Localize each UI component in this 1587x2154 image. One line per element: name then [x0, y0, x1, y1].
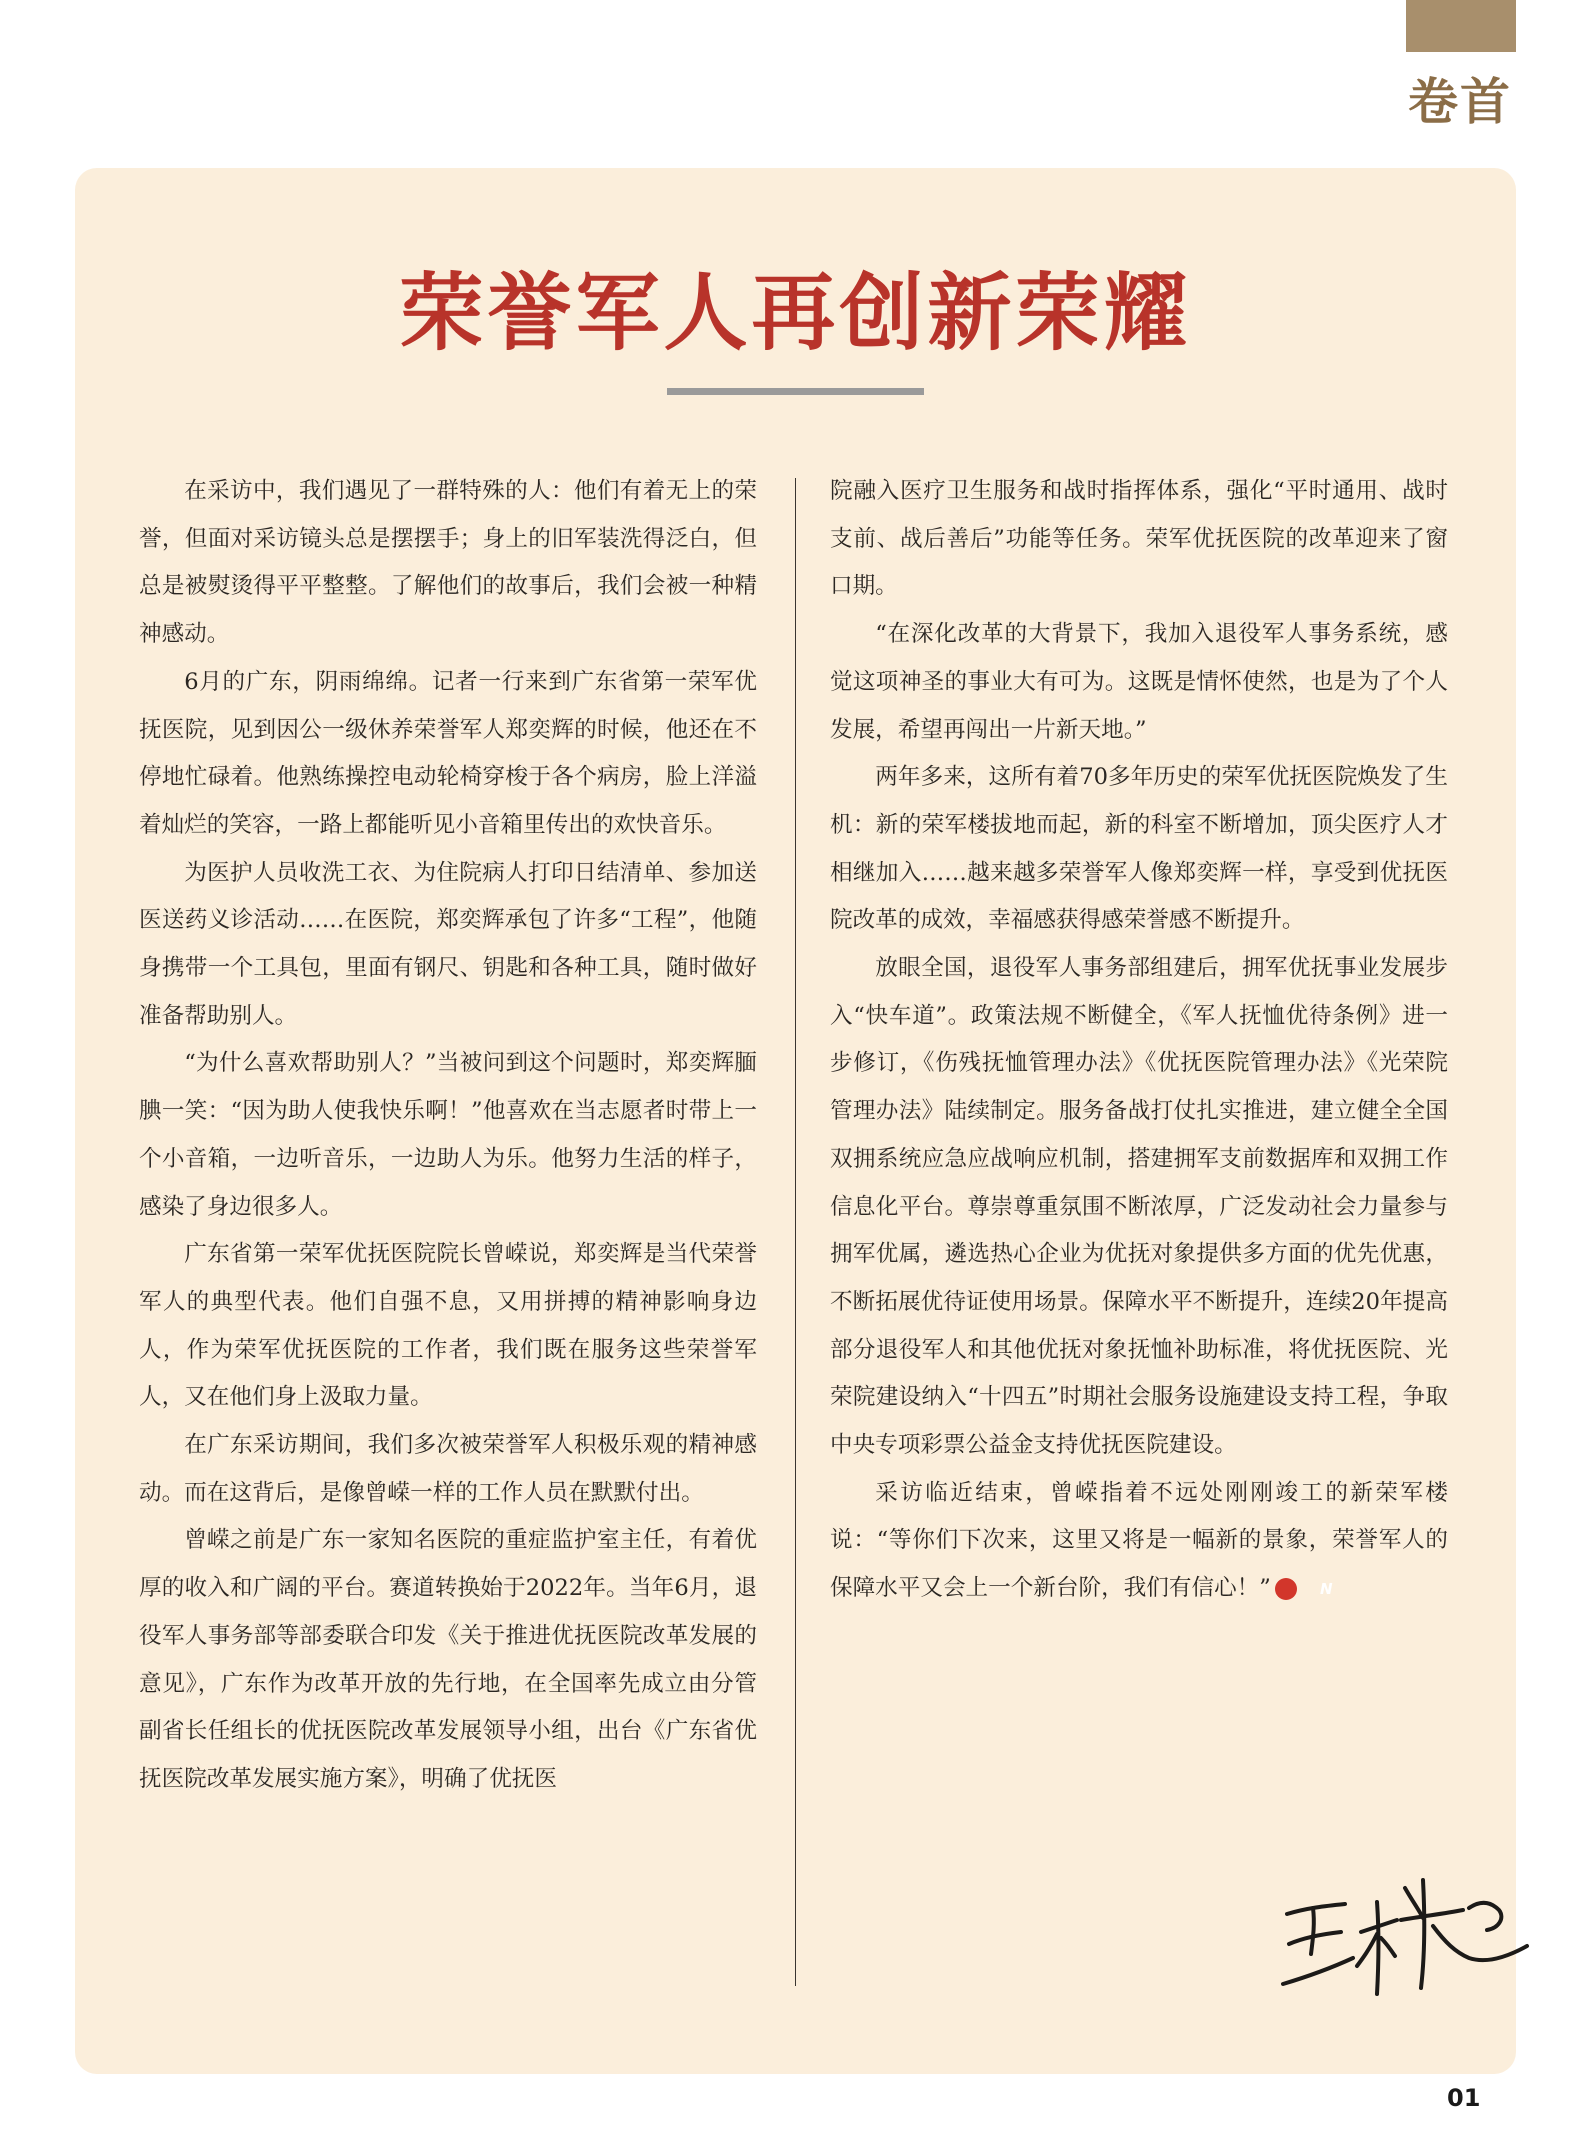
paragraph: 6月的广东，阴雨绵绵。记者一行来到广东省第一荣军优抚医院，见到因公一级休养荣誉军人郑奕辉的时候，他还在不停地忙碌着。他熟练操控电动轮椅穿梭于各个病房，脸上洋溢着灿烂的笑容，一路上都能听见小音箱里传出的欢快音乐。 [139, 668, 757, 838]
paragraph: 为医护人员收洗工衣、为住院病人打印日结清单、参加送医送药义诊活动……在医院，郑奕辉承包了许多“工程”，他随身携带一个工具包，里面有钢尺、钥匙和各种工具，随时做好准备帮助别人。 [139, 859, 757, 1029]
title-divider [667, 388, 924, 395]
paragraph: 在采访中，我们遇见了一群特殊的人：他们有着无上的荣誉，但面对采访镜头总是摆摆手；身上的旧军装洗得泛白，但总是被熨烫得平平整整。了解他们的故事后，我们会被一种精神感动。 [139, 478, 757, 648]
header-tab-block [1406, 0, 1516, 52]
handwritten-signature [1273, 1858, 1543, 1998]
page-number: 01 [1447, 2084, 1481, 2112]
paragraph: 放眼全国，退役军人事务部组建后，拥军优抚事业发展步入“快车道”。政策法规不断健全，《军人抚恤优待条例》进一步修订，《伤残抚恤管理办法》《优抚医院管理办法》《光荣院管理办法》陆续制定。服务备战打仗扎实推进，建立健全全国双拥系统应急应战响应机制，搭建拥军支前数据库和双拥工作信息化平台。尊崇尊重氛围不断浓厚，广泛发动社会力量参与拥军优属，遴选热心企业为优抚对象提供多方面的优先优惠，不断拓展优待证使用场景。保障水平不断提升，连续20年提高部分退役军人和其他优抚对象抚恤补助标准，将优抚医院、光荣院建设纳入“十四五”时期社会服务设施建设支持工程，争取中央专项彩票公益金支持优抚医院建设。 [830, 955, 1448, 1459]
paragraph: 曾嵘之前是广东一家知名医院的重症监护室主任，有着优厚的收入和广阔的平台。赛道转换始于2022年。当年6月，退役军人事务部等部委联合印发《关于推进优抚医院改革发展的意见》，广东作为改革开放的先行地，在全国率先成立由分管副省长任组长的优抚医院改革发展领导小组，出台《广东省优抚医院改革发展实施方案》，明确了优抚医 [139, 1527, 757, 1792]
paragraph: 在广东采访期间，我们多次被荣誉军人积极乐观的精神感动。而在这背后，是像曾嵘一样的工作人员在默默付出。 [139, 1432, 757, 1506]
paragraph: “为什么喜欢帮助别人？”当被问到这个问题时，郑奕辉腼腆一笑：“因为助人使我快乐啊！”他喜欢在当志愿者时带上一个小音箱，一边听音乐，一边助人为乐。他努力生活的样子，感染了身边很多人。 [139, 1050, 757, 1220]
paragraph: “在深化改革的大背景下，我加入退役军人事务系统，感觉这项神圣的事业大有可为。这既是情怀使然，也是为了个人发展，希望再闯出一片新天地。” [830, 621, 1448, 743]
paragraph: 两年多来，这所有着70多年历史的荣军优抚医院焕发了生机：新的荣军楼拔地而起，新的科室不断增加，顶尖医疗人才相继加入……越来越多荣誉军人像郑奕辉一样，享受到优抚医院改革的成效，幸福感获得感荣誉感不断提升。 [830, 764, 1448, 934]
paragraph-continuation: 院融入医疗卫生服务和战时指挥体系，强化“平时通用、战时支前、战后善后”功能等任务。荣军优抚医院的改革迎来了窗口期。 [830, 478, 1448, 600]
section-label: 卷首 [1408, 73, 1512, 131]
paragraph: 广东省第一荣军优抚医院院长曾嵘说，郑奕辉是当代荣誉军人的典型代表。他们自强不息，又用拼搏的精神影响身边人，作为荣军优抚医院的工作者，我们既在服务这些荣誉军人，又在他们身上汲取力量。 [139, 1241, 757, 1411]
right-column [830, 468, 1448, 1613]
article-title: 荣誉军人再创新荣耀 [399, 263, 1192, 362]
left-column [139, 468, 757, 1804]
column-divider [795, 478, 796, 1986]
closing-text: 采访临近结束，曾嵘指着不远处刚刚竣工的新荣军楼说：“等你们下次来，这里又将是一幅新的景象，荣誉军人的保障水平又会上一个新台阶，我们有信心！” [830, 1479, 1448, 1602]
article-panel [75, 168, 1516, 2074]
end-mark-icon: N [1275, 1578, 1297, 1600]
closing-paragraph [830, 1470, 1448, 1613]
